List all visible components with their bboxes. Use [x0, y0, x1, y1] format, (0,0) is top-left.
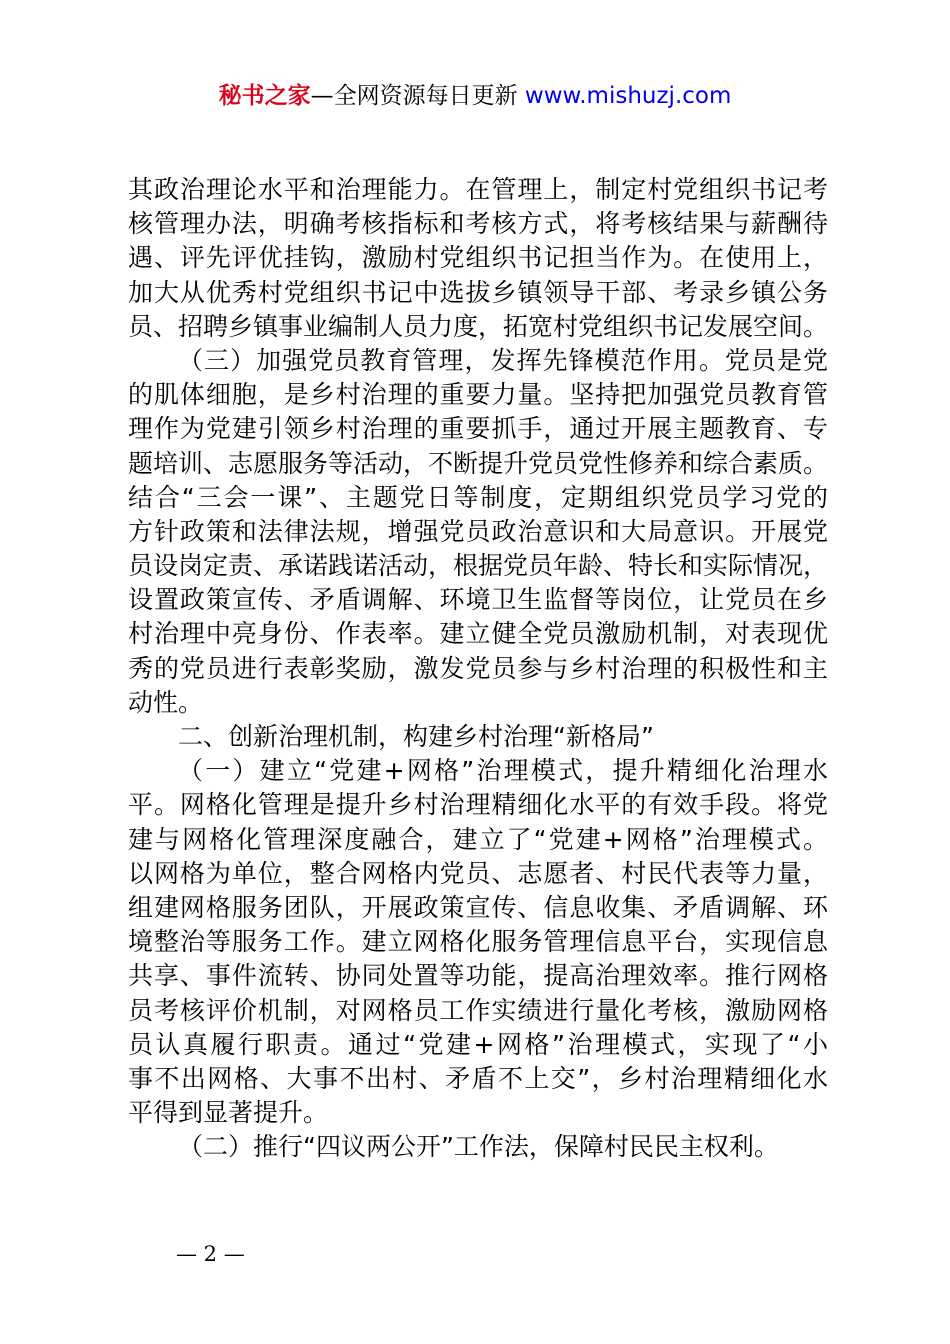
- body-line: 员考核评价机制，对网格员工作实绩进行量化考核，激励网格: [128, 995, 828, 1025]
- body-line: （一）建立“党建+网格”治理模式，提升精细化治理水: [178, 756, 828, 786]
- body-line: 动性。: [128, 687, 204, 717]
- body-line: 加大从优秀村党组织书记中选拔乡镇领导干部、考录乡镇公务: [128, 277, 828, 307]
- body-line: （二）推行“四议两公开”工作法，保障村民民主权利。: [178, 1132, 779, 1162]
- body-line: 员设岗定责、承诺践诺活动，根据党员年龄、特长和实际情况，: [128, 551, 829, 581]
- body-line: 结合“三会一课”、主题党日等制度，定期组织党员学习党的: [128, 482, 828, 512]
- body-line: 遇、评先评优挂钩，激励村党组织书记担当作为。在使用上，: [128, 243, 828, 273]
- body-line: 方针政策和法律法规，增强党员政治意识和大局意识。开展党: [128, 516, 828, 546]
- body-line: 题培训、志愿服务等活动，不断提升党员党性修养和综合素质。: [128, 448, 829, 478]
- document-body: [128, 173, 828, 1164]
- body-line: 境整治等服务工作。建立网格化服务管理信息平台，实现信息: [128, 927, 828, 957]
- body-line: 平。网格化管理是提升乡村治理精细化水平的有效手段。将党: [128, 790, 828, 820]
- body-line: 以网格为单位，整合网格内党员、志愿者、村民代表等力量，: [128, 858, 828, 888]
- body-line: 秀的党员进行表彰奖励，激发党员参与乡村治理的积极性和主: [128, 653, 828, 683]
- site-url-link[interactable]: www.mishuzj.com: [524, 83, 732, 109]
- body-line: 共享、事件流转、协同处置等功能，提高治理效率。推行网格: [128, 961, 828, 991]
- body-line: （三）加强党员教育管理，发挥先锋模范作用。党员是党: [178, 345, 828, 375]
- brand-name: 秘书之家: [218, 83, 311, 109]
- body-line: 事不出网格、大事不出村、矛盾不上交”，乡村治理精细化水: [128, 1063, 828, 1093]
- body-line: 的肌体细胞，是乡村治理的重要力量。坚持把加强党员教育管: [128, 380, 828, 410]
- body-line: 员认真履行职责。通过“党建+网格”治理模式，实现了“小: [128, 1029, 828, 1059]
- page-number: — 2 —: [176, 1242, 245, 1266]
- body-line: 村治理中亮身份、作表率。建立健全党员激励机制，对表现优: [128, 619, 828, 649]
- body-line: 设置政策宣传、矛盾调解、环境卫生监督等岗位，让党员在乡: [128, 585, 828, 615]
- body-line: 理作为党建引领乡村治理的重要抓手，通过开展主题教育、专: [128, 414, 828, 444]
- body-line: 核管理办法，明确考核指标和考核方式，将考核结果与薪酬待: [128, 209, 828, 239]
- site-header: [0, 80, 950, 112]
- body-line: 员、招聘乡镇事业编制人员力度，拓宽村党组织书记发展空间。: [128, 311, 829, 341]
- body-line: 建与网格化管理深度融合，建立了“党建+网格”治理模式。: [128, 824, 828, 854]
- body-line: 组建网格服务团队，开展政策宣传、信息收集、矛盾调解、环: [128, 892, 828, 922]
- body-line: 平得到显著提升。: [128, 1098, 329, 1128]
- body-line: 其政治理论水平和治理能力。在管理上，制定村党组织书记考: [128, 175, 828, 204]
- header-tagline: —全网资源每日更新: [310, 83, 525, 109]
- body-line: 二、创新治理机制，构建乡村治理“新格局”: [178, 722, 654, 751]
